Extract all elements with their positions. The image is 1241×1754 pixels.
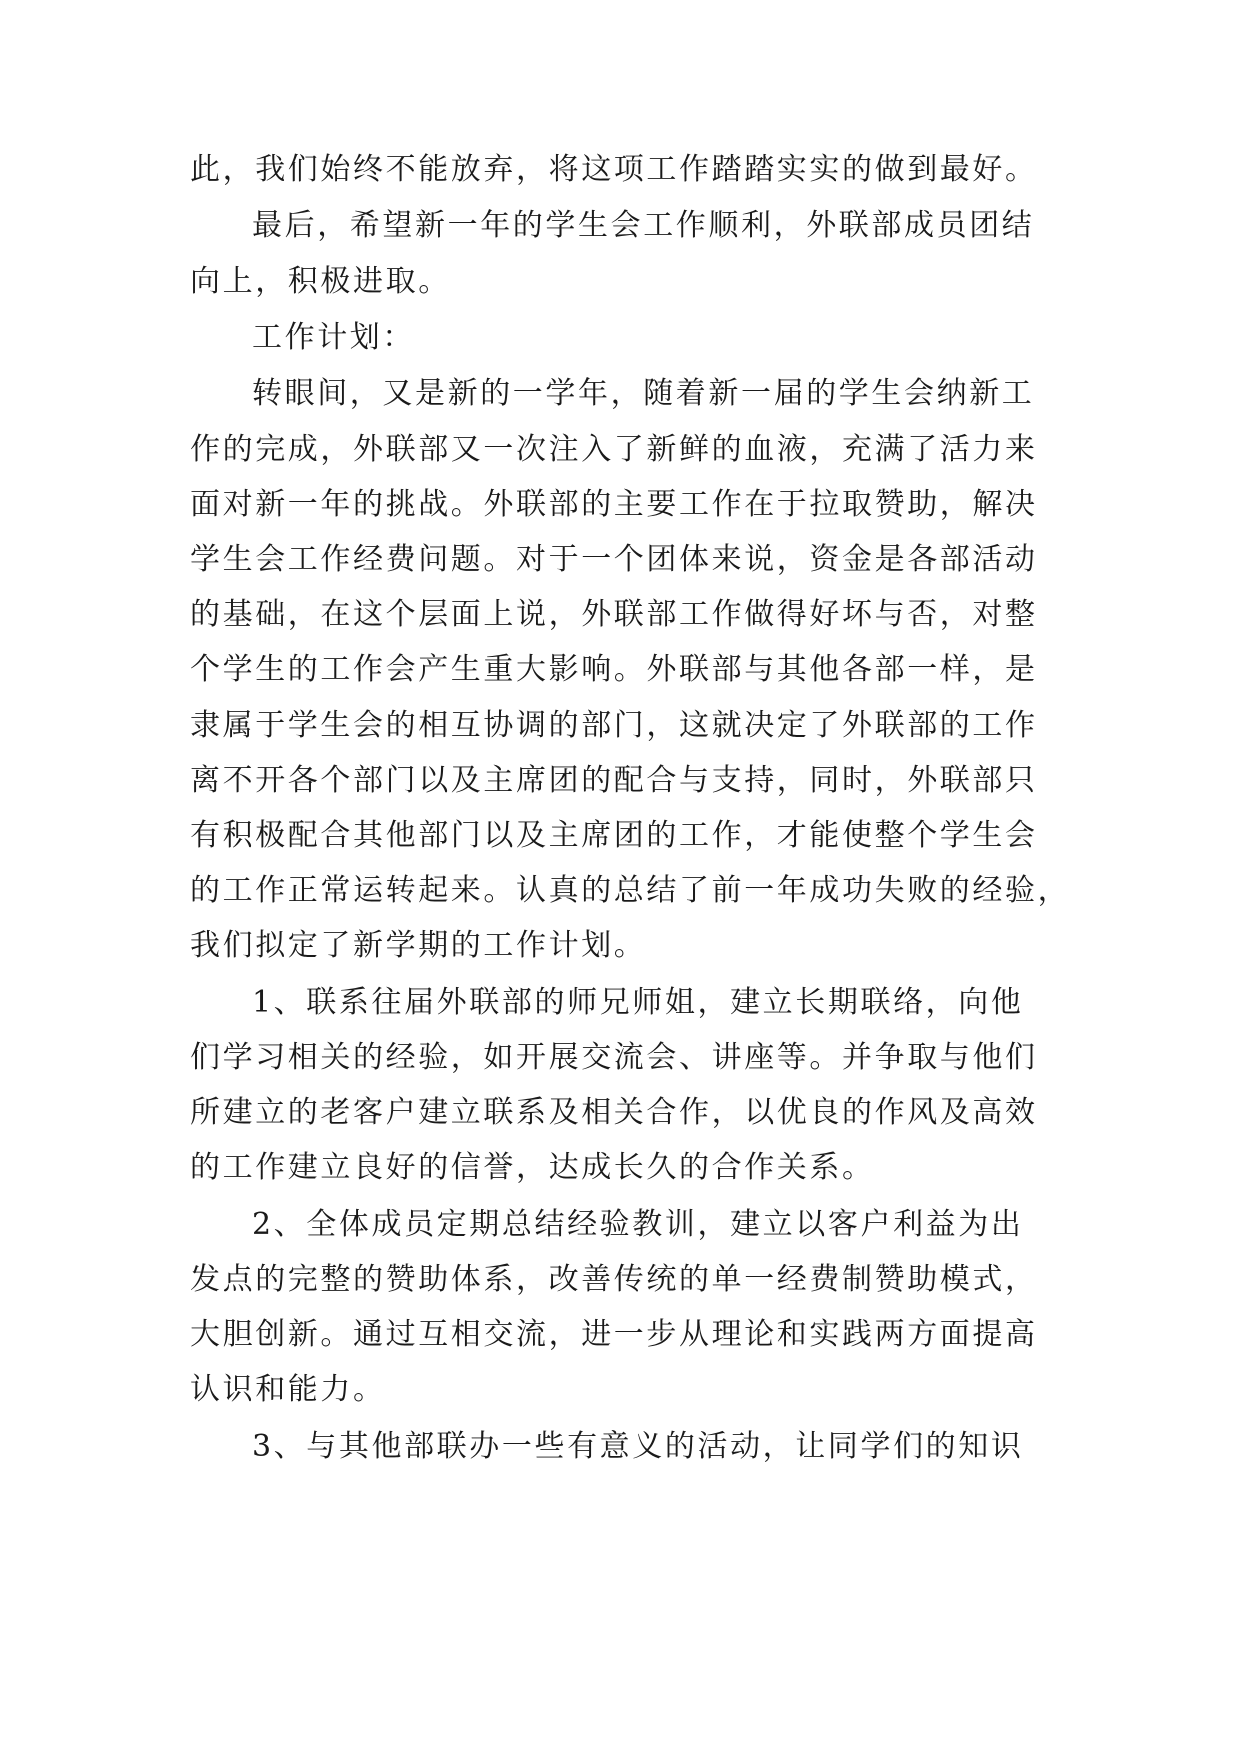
text-line: 大胆创新。通过互相交流，进一步从理论和实践两方面提高 xyxy=(190,1317,1038,1352)
text-line: 认识和能力。 xyxy=(190,1372,386,1407)
text-line: 个学生的工作会产生重大影响。外联部与其他各部一样，是 xyxy=(190,652,1038,687)
list-item-2-first-line: 2、全体成员定期总结经验教训，建立以客户利益为出 xyxy=(252,1207,1024,1242)
list-item-3-first-line: 3、与其他部联办一些有意义的活动，让同学们的知识 xyxy=(252,1429,1024,1464)
section-heading: 工作计划： xyxy=(252,320,415,355)
text-line: 面对新一年的挑战。外联部的主要工作在于拉取赞助，解决 xyxy=(190,487,1038,522)
text-line: 所建立的老客户建立联系及相关合作，以优良的作风及高效 xyxy=(190,1095,1038,1130)
paragraph-first-line: 最后，希望新一年的学生会工作顺利，外联部成员团结 xyxy=(252,208,1035,243)
text-line: 我们拟定了新学期的工作计划。 xyxy=(190,928,647,963)
text-line: 有积极配合其他部门以及主席团的工作，才能使整个学生会 xyxy=(190,818,1038,853)
text-line: 的工作建立良好的信誉，达成长久的合作关系。 xyxy=(190,1150,875,1185)
text-line: 的基础，在这个层面上说，外联部工作做得好坏与否，对整 xyxy=(190,597,1038,632)
text-line: 此，我们始终不能放弃，将这项工作踏踏实实的做到最好。 xyxy=(190,152,1038,187)
text-line: 隶属于学生会的相互协调的部门，这就决定了外联部的工作 xyxy=(190,708,1038,743)
text-line: 学生会工作经费问题。对于一个团体来说，资金是各部活动 xyxy=(190,542,1038,577)
paragraph-first-line: 转眼间，又是新的一学年，随着新一届的学生会纳新工 xyxy=(252,376,1035,411)
text-line: 向上，积极进取。 xyxy=(190,264,451,299)
text-line: 们学习相关的经验，如开展交流会、讲座等。并争取与他们 xyxy=(190,1040,1038,1075)
text-line: 离不开各个部门以及主席团的配合与支持，同时，外联部只 xyxy=(190,763,1038,798)
list-item-1-first-line: 1、联系往届外联部的师兄师姐，建立长期联络，向他 xyxy=(252,985,1024,1020)
text-line: 作的完成，外联部又一次注入了新鲜的血液，充满了活力来 xyxy=(190,432,1038,467)
text-line: 的工作正常运转起来。认真的总结了前一年成功失败的经验， xyxy=(190,873,1071,908)
text-line: 发点的完整的赞助体系，改善传统的单一经费制赞助模式， xyxy=(190,1262,1038,1297)
